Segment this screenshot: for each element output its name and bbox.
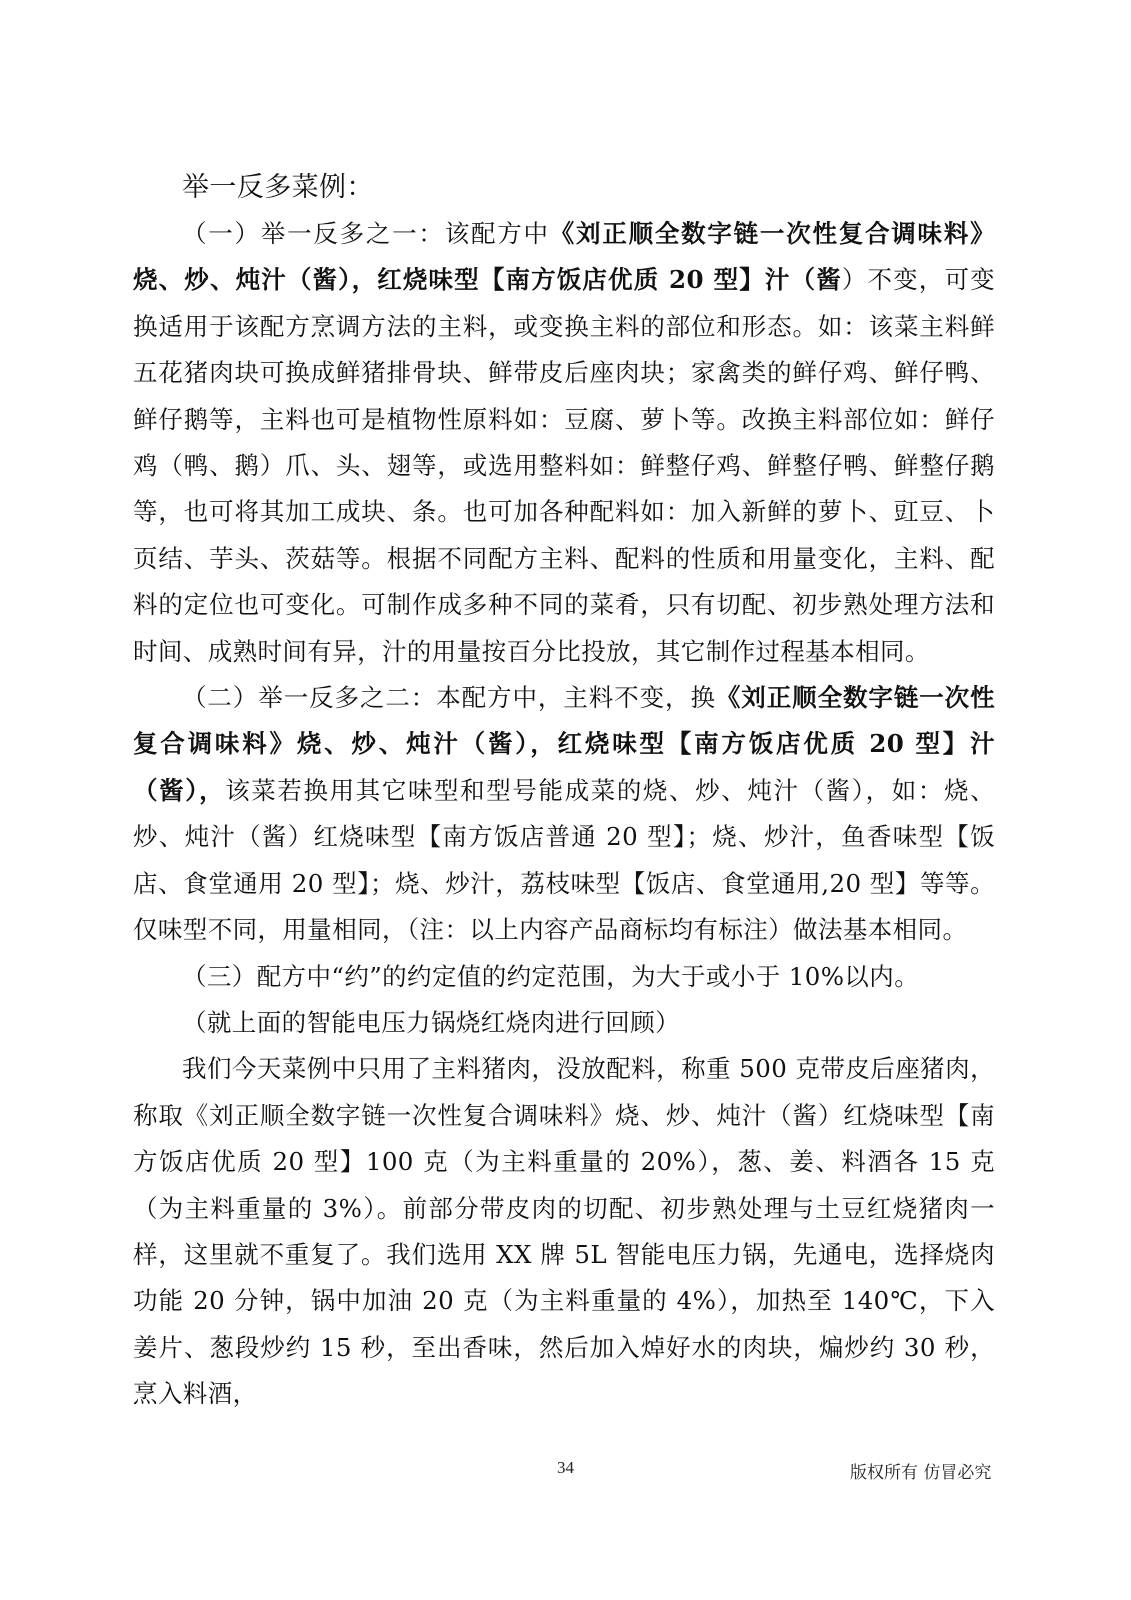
paragraph-1-product-name: 《刘正顺全数字链一次性复合调味料》烧、炒、炖汁（酱），红烧味型【南方饭店优质 20 型】汁（酱: [133, 219, 995, 295]
section-heading: 举一反多菜例：: [182, 172, 374, 203]
paragraph-recipe-review: 我们今天菜例中只用了主料猪肉，没放配料，称重 500 克带皮后座猪肉，称取《刘正顺全数字链一次性复合调味料》烧、炒、炖汁（酱）红烧味型【南方饭店优质 20 型】100 克（为主料重量的 20%），葱、姜、料酒各 15 克（为主料重量的 3%）。前部分带皮肉的切配、初步熟处理与土豆红烧猪肉一样，这里就不重复了。我们选用 XX 牌 5L 智能电压力锅，先通电，选择烧肉功能 20 分钟，锅中加油 20 克（为主料重量的 4%），加热至 140℃，下入姜片、葱段炒约 15 秒，至出香味，然后加入焯好水的肉块，煸炒约 30 秒，烹入料酒，: [133, 1054, 995, 1409]
paragraph-2-body: 该菜若换用其它味型和型号能成菜的烧、炒、炖汁（酱），如：烧、炒、炖汁（酱）红烧味型【南方饭店普通 20 型】；烧、炒汁，鱼香味型【饭店、食堂通用 20 型】；烧、炒汁，荔枝味型【饭店、食堂通用,20 型】等等。仅味型不同，用量相同，（注：以上内容产品商标均有标注）做法基本相同。: [133, 775, 995, 945]
paragraph-example-3: （三）配方中“约”的约定值的约定范围，为大于或小于 10%以内。: [182, 961, 920, 991]
paragraph-2-lead: （二）举一反多之二：本配方中，主料不变，换: [182, 683, 716, 713]
paragraph-2-product-name: 《刘正顺全数字链一次性复合调味料》烧、炒、炖汁（酱），红烧味型【南方饭店优质 20 型】汁（酱），: [133, 683, 995, 805]
page-number: 34: [557, 1458, 574, 1477]
copyright-notice: 版权所有 仿冒必究: [850, 1463, 992, 1483]
paragraph-example-1: [133, 211, 995, 675]
paragraph-1-body: ）不变，可变换适用于该配方烹调方法的主料，或变换主料的部位和形态。如：该菜主料鲜五花猪肉块可换成鲜猪排骨块、鲜带皮后座肉块；家禽类的鲜仔鸡、鲜仔鸭、鲜仔鹅等，主料也可是植物性原料如：豆腐、萝卜等。改换主料部位如：鲜仔鸡（鸭、鹅）爪、头、翅等，或选用整料如：鲜整仔鸡、鲜整仔鸭、鲜整仔鹅等，也可将其加工成块、条。也可加各种配料如：加入新鲜的萝卜、豇豆、卜页结、芋头、茨菇等。根据不同配方主料、配料的性质和用量变化，主料、配料的定位也可变化。可制作成多种不同的菜肴，只有切配、初步熟处理方法和时间、成熟时间有异，汁的用量按百分比投放，其它制作过程基本相同。: [133, 265, 995, 666]
body-text: [133, 163, 995, 1418]
paragraph-example-2: [133, 675, 995, 953]
paragraph-review-note: （就上面的智能电压力锅烧红烧肉进行回顾）: [182, 1007, 680, 1037]
paragraph-1-lead: （一）举一反多之一：该配方中: [182, 219, 550, 248]
